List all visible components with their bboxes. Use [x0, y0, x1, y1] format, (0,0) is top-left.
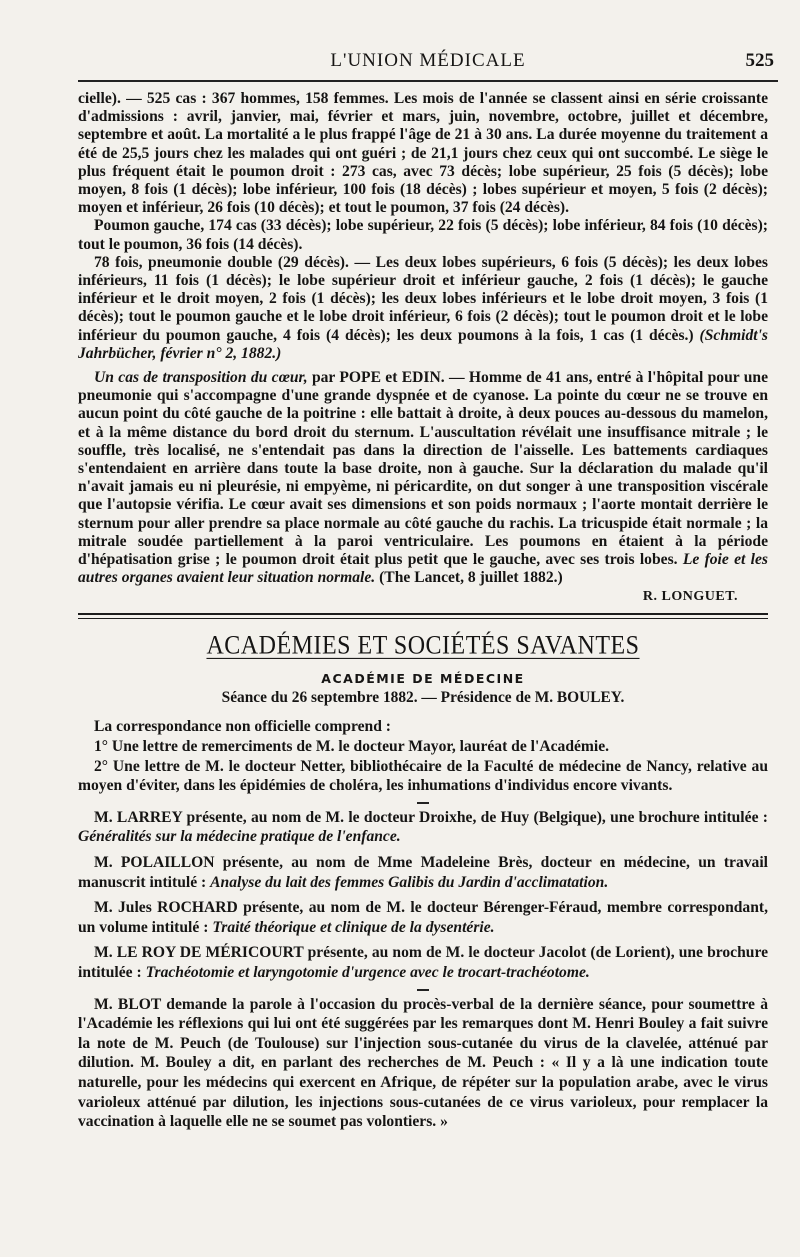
presentation-larrey — [78, 808, 768, 847]
correspondence-item-1: 1° Une lettre de remerciments de M. le docteur Mayor, lauréat de l'Académie. — [94, 738, 610, 756]
author-signature: R. LONGUET. — [642, 589, 738, 605]
blot-remarks: M. BLOT demande la parole à l'occasion du procès-verbal de la dernière séance, pour soumettre à l'Académie les réflexions qui lui ont été suggérées par les remarques dont M. Henri Bouley a fait suivre la note de M. Peuch (de Toulouse) sur l'injection sous-cutanée du virus de la clavelée, atténué par dilution. M. Bouley a dit, en parlant des recherches de M. Peuch : « Il y a là une indication toute naturelle, pour les médecins qui exercent en Afrique, de répéter sur la population arabe, avec le virus varioleux atténué par dilution, les injections sous-cutanées de ce virus varioleux, pour remplacer la vaccination à laquelle elle ne se soumet pas volontiers. » — [78, 995, 768, 1131]
presentation-larrey-text: M. LARREY présente, au nom de M. le docteur Droixhe, de Huy (Belgique), une brochure intitulée : — [94, 808, 768, 826]
presentation-polaillon-title: Analyse du lait des femmes Galibis du Jardin d'acclimatation. — [210, 873, 609, 891]
academy-body — [78, 717, 768, 1131]
presentation-polaillon-text: M. POLAILLON présente, au nom de Mme Madeleine Brès, docteur en médecine, un travail manuscrit intitulé : — [78, 854, 768, 891]
separator-dash-2 — [417, 989, 429, 991]
paragraph-transposition — [78, 369, 768, 587]
correspondence-intro: La correspondance non officielle comprend : — [94, 718, 391, 736]
double-pneumonia-text: 78 fois, pneumonie double (29 décès). — Les deux lobes supérieurs, 6 fois (5 décès); les deux lobes inférieurs, 11 fois (1 décès); le lobe supérieur droit et inférieur gauche, 2 fois (1 décès); le gauche inférieur et le droit moyen, 2 fois (1 décès); les deux lobes inférieurs et le lobe droit moyen, 3 fois (1 décès); tout le poumon gauche et le lobe droit inférieur, 6 fois (2 décès); tout le poumon droit et le lobe inférieur du poumon gauche, 4 fois (4 décès); les deux poumons à la fois, 1 cas (1 décès.) — [78, 253, 768, 344]
article-italic-end: Le foie et les autres organes avaient leur situation normale. — [78, 551, 768, 587]
article-title: Un cas de transposition du cœur, — [94, 369, 308, 387]
presentation-le-roy-text: M. LE ROY DE MÉRICOURT présente, au nom de M. le docteur Jacolot (de Lorient), une brochure intitulée : — [78, 944, 768, 982]
paragraph-double-pneumonia — [78, 254, 768, 363]
main-column — [78, 90, 768, 1132]
journal-title: L'UNION MÉDICALE — [330, 50, 526, 71]
presentation-rochard-title: Traité théorique et clinique de la dysentérie. — [212, 918, 495, 936]
section-divider — [78, 613, 768, 619]
article-authors: par POPE et EDIN. — [311, 369, 445, 387]
article-source: (The Lancet, 8 juillet 1882.) — [379, 569, 563, 587]
presentation-rochard-text: M. Jules ROCHARD présente, au nom de M. le docteur Bérenger-Féraud, membre correspondant, un volume intitulé : — [78, 899, 768, 936]
paragraph-pneumonia-stats: cielle). — 525 cas : 367 hommes, 158 femmes. Les mois de l'année se classent ainsi en série croissante d'admissions : avril, janvier, mai, février et mars, juin, novembre, octobre, juillet et décembre, septembre et août. La mortalité a le plus frappé l'âge de 21 à 30 ans. La durée moyenne du traitement a été de 25,5 jours chez les malades qui ont guéri ; de 21,1 jours chez ceux qui ont succombé. Le siège le plus fréquent était le poumon droit : 273 cas, avec 73 décès; lobe supérieur, 25 fois (5 décès); lobe moyen, 8 fois (1 décès); lobe inférieur, 100 fois (18 décès) ; lobes supérieur et moyen, 5 fois (2 décès); moyen et inférieur, 26 fois (10 décès); et tout le poumon, 37 fois (24 décès). — [78, 90, 768, 217]
page-number: 525 — [745, 50, 774, 71]
correspondence-item-2: 2° Une lettre de M. le docteur Netter, bibliothécaire de la Faculté de médecine de Nancy, relative au moyen d'éviter, dans les épidémies de choléra, les inhumations d'individus encore vivants. — [78, 757, 768, 795]
section-title — [78, 632, 768, 660]
article-body: — Homme de 41 ans, entré à l'hôpital pour une pneumonie qui s'accompagne d'une grande dyspnée et de cyanose. La pointe du cœur ne se trouve en aucun point du côté gauche de la poitrine : elle battait à droite, à deux pouces au-dessous du mamelon, et à la même distance du bord droit du sternum. L'auscultation révélait une insuffisance mitrale ; le souffle, très localisé, ne s'entendait pas dans la direction de l'aisselle. Les battements cardiaques s'entendaient en arrière dans toute la base droite, non à gauche. Sur la déclaration du malade qu'il n'avait jamais eu ni pleurésie, ni empyème, ni péricardite, on dut songer à une transposition viscérale que l'autopsie vérifia. Le cœur avait ses dimensions et son poids normaux ; l'aorte montait derrière le sternum pour aller prendre sa place normale au côté gauche du rachis. La tricuspide était normale ; la mitrale soudée partiellement à la paroi ventriculaire. Les poumons en étaient à la période d'hépatisation grise ; le poumon droit était plus petit que le gauche, avec ses trois lobes. — [78, 369, 768, 569]
presentation-larrey-title: Généralités sur la médecine pratique de l'enfance. — [78, 828, 401, 846]
section-title-text: ACADÉMIES ET SOCIÉTÉS SAVANTES — [206, 632, 640, 661]
presentation-le-roy — [78, 943, 768, 982]
presentation-le-roy-title: Trachéotomie et laryngotomie d'urgence avec le trocart-trachéotome. — [145, 964, 590, 982]
running-header — [78, 50, 778, 82]
separator-dash — [417, 802, 429, 804]
presentation-rochard — [78, 898, 768, 937]
paragraph-left-lung: Poumon gauche, 174 cas (33 décès); lobe supérieur, 22 fois (5 décès); lobe inférieur, 84 fois (10 décès); tout le poumon, 36 fois (14 décès). — [78, 217, 768, 253]
presentation-polaillon — [78, 853, 768, 892]
seance-line: Séance du 26 septembre 1882. — Présidence de M. BOULEY. — [221, 689, 625, 707]
source-citation: (Schmidt's Jahrbücher, février n° 2, 1882.) — [78, 326, 768, 362]
academy-subtitle: ACADÉMIE DE MÉDECINE — [321, 671, 525, 687]
